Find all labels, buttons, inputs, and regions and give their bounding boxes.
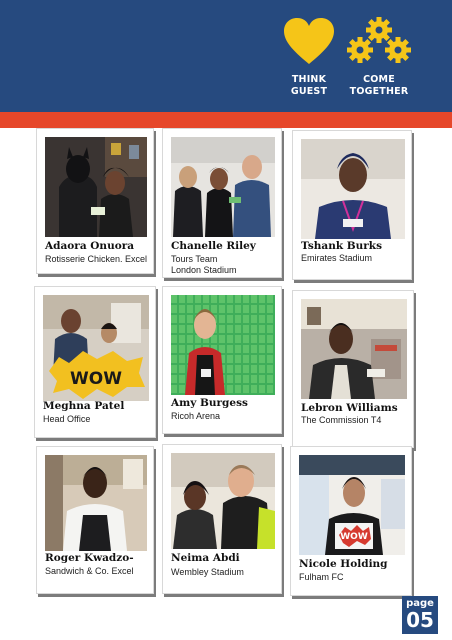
staff-name: Meghna Patel [43,400,125,412]
staff-photo [171,453,275,549]
header-stripe [0,112,452,128]
staff-role: Rotisserie Chicken. Excel [45,254,148,264]
gears-icon [346,16,412,66]
value-label-think-guest: THINK GUEST [290,74,328,97]
staff-photo [45,137,147,237]
value-come-together [344,16,414,98]
page-number-badge [402,596,438,634]
staff-name: Tshank Burks [301,240,382,252]
staff-photo [43,295,149,401]
staff-role: The Commission T4 [301,415,382,425]
value-think-guest [274,16,344,98]
staff-name: Chanelle Riley [171,240,256,252]
staff-card [290,446,412,596]
staff-name: Nicole Holding [299,558,388,570]
staff-card [162,128,282,278]
page-word: page [406,598,434,609]
staff-role: Wembley Stadium [171,567,244,577]
staff-card [292,290,414,448]
staff-role: Fulham FC [299,572,344,582]
staff-role: Sandwich & Co. Excel [45,566,134,576]
wow-sign-text: WOW [70,369,122,389]
page-number: 05 [406,608,434,632]
staff-photo [301,139,405,239]
staff-name: Adaora Onuora [45,240,135,252]
staff-name: Neima Abdi [171,552,240,564]
heart-icon [282,16,336,66]
staff-photo [171,137,275,237]
staff-card [34,286,156,438]
staff-role: Emirates Stadium [301,253,373,263]
staff-photo [45,455,147,551]
staff-card [162,286,282,434]
header-banner [0,0,452,112]
staff-card [36,128,154,274]
staff-role: Ricoh Arena [171,411,221,421]
wow-sign-text: WOW [340,532,368,542]
value-label-come-together: COME TOGETHER [349,74,409,97]
staff-name: Amy Burgess [171,397,248,409]
staff-card [36,446,154,594]
staff-card [162,444,282,594]
staff-photo [299,455,405,555]
staff-photo [171,295,275,395]
staff-role: Head Office [43,414,91,424]
staff-photo [301,299,407,399]
staff-card [292,130,412,280]
staff-name: Lebron Williams [301,402,398,414]
staff-role: Tours Team London Stadium [171,254,237,275]
staff-name: Roger Kwadzo- [45,552,134,564]
